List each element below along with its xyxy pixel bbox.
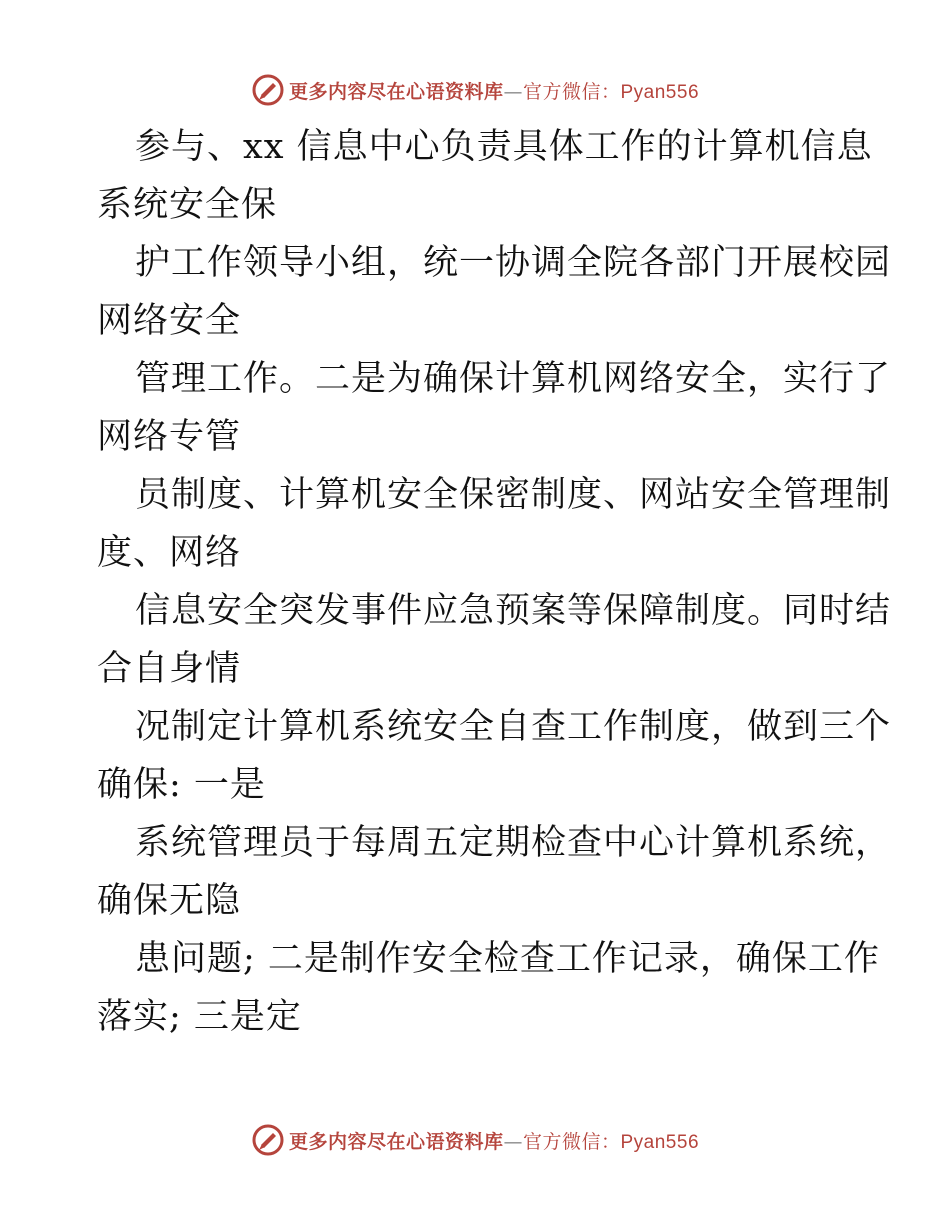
paragraph — [97, 698, 892, 814]
paragraph-line: 网络专管 — [97, 417, 242, 457]
footer-separator: — — [503, 1130, 523, 1153]
footer-wechat-id: Pyan556 — [620, 1131, 700, 1153]
paragraph — [97, 814, 892, 930]
paragraph-line: 系统安全保 — [97, 185, 278, 225]
header-separator: — — [503, 80, 523, 103]
paragraph-line: 参与、xx 信息中心负责具体工作的计算机信息 — [135, 127, 873, 167]
paragraph-line: 员制度、计算机安全保密制度、网站安全管理制 — [135, 475, 892, 515]
paragraph-line: 度、网络 — [97, 533, 242, 573]
header-banner-text — [289, 77, 699, 104]
footer-wechat-label: 官方微信： — [522, 1130, 621, 1153]
paragraph-line: 合自身情 — [97, 649, 242, 689]
paragraph-line: 患问题; 二是制作安全检查工作记录，确保工作 — [135, 939, 880, 979]
paragraph-line: 管理工作。二是为确保计算机网络安全，实行了 — [135, 359, 892, 399]
paragraph — [97, 350, 892, 466]
paragraph — [97, 118, 873, 234]
paragraph-line: 信息安全突发事件应急预案等保障制度。同时结 — [135, 591, 892, 631]
paragraph-line: 况制定计算机系统安全自查工作制度，做到三个 — [135, 707, 892, 747]
paragraph-line: 护工作领导小组，统一协调全院各部门开展校园 — [135, 243, 892, 283]
header-brand-text: 更多内容尽在心语资料库 — [288, 80, 504, 103]
footer-banner-text — [289, 1127, 699, 1154]
header-wechat-label: 官方微信： — [522, 80, 621, 103]
paragraph-line: 网络安全 — [97, 301, 242, 341]
brand-logo-icon — [251, 73, 285, 107]
paragraph-line: 系统管理员于每周五定期检查中心计算机系统， — [135, 823, 892, 863]
paragraph — [97, 930, 880, 1046]
brand-logo-icon — [251, 1123, 285, 1157]
paragraph-line: 确保: 一是 — [97, 765, 266, 805]
paragraph-line: 确保无隐 — [97, 881, 242, 921]
document-body — [97, 118, 892, 1046]
paragraph — [97, 466, 892, 582]
header-banner — [0, 70, 950, 110]
paragraph-line: 落实; 三是定 — [97, 997, 302, 1037]
paragraph — [97, 582, 892, 698]
paragraph — [97, 234, 892, 350]
footer-brand-text: 更多内容尽在心语资料库 — [288, 1130, 504, 1153]
footer-banner — [0, 1120, 950, 1160]
header-wechat-id: Pyan556 — [620, 81, 700, 103]
